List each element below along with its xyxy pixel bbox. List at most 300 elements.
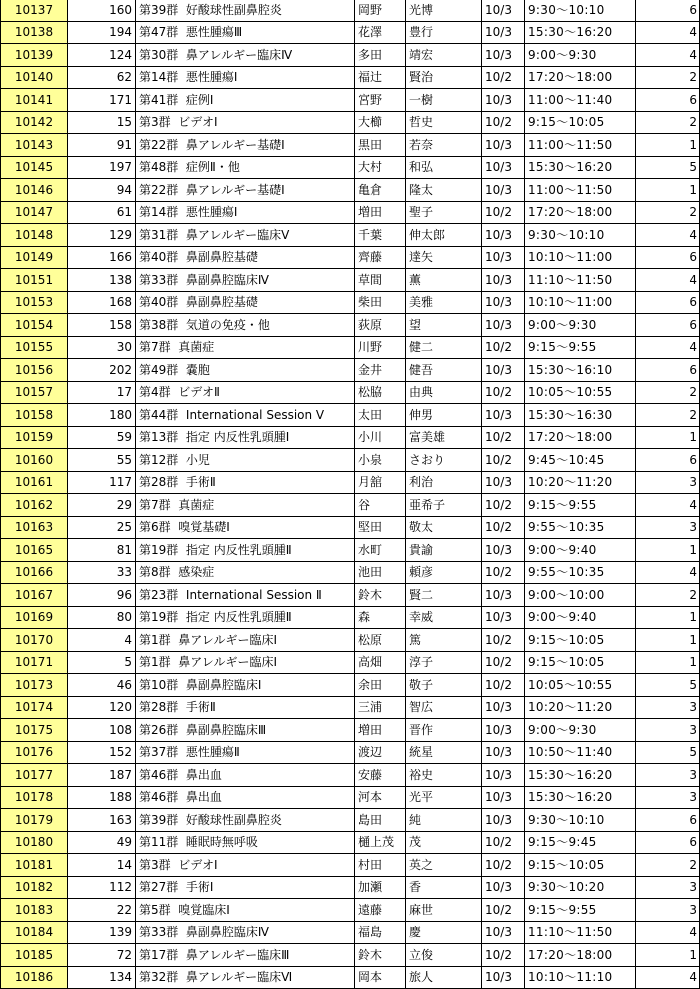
entry-id-cell: 10171 — [1, 651, 68, 674]
session-cell — [136, 44, 355, 67]
entry-id-cell: 10149 — [1, 246, 68, 269]
session-title: 鼻出血 — [185, 767, 222, 782]
first-name-cell: 賢二 — [406, 584, 482, 607]
room-cell: 1 — [636, 426, 700, 449]
table-row — [1, 471, 700, 494]
session-title: 真菌症 — [178, 497, 215, 512]
session-title: 手術Ⅱ — [185, 700, 216, 715]
session-cell — [136, 426, 355, 449]
table-row — [1, 449, 700, 472]
presentation-number-cell: 202 — [68, 359, 136, 382]
time-cell: 9:30〜10:10 — [525, 809, 636, 832]
session-group: 第46群 — [139, 790, 179, 805]
first-name-cell: 英之 — [406, 854, 482, 877]
presentation-number-cell: 14 — [68, 854, 136, 877]
time-cell: 17:20〜18:00 — [525, 66, 636, 89]
room-cell: 4 — [636, 561, 700, 584]
last-name-cell: 増田 — [355, 719, 406, 742]
last-name-cell: 鈴木 — [355, 584, 406, 607]
last-name-cell: 黒田 — [355, 134, 406, 157]
date-cell: 10/3 — [482, 291, 525, 314]
last-name-cell: 渡辺 — [355, 741, 406, 764]
date-cell: 10/2 — [482, 854, 525, 877]
first-name-cell: 敬太 — [406, 516, 482, 539]
presentation-number-cell: 80 — [68, 606, 136, 629]
entry-id-cell: 10156 — [1, 359, 68, 382]
presentation-number-cell: 94 — [68, 179, 136, 202]
session-cell — [136, 741, 355, 764]
date-cell: 10/3 — [482, 246, 525, 269]
time-cell: 9:00〜9:30 — [525, 314, 636, 337]
date-cell: 10/3 — [482, 606, 525, 629]
time-cell: 11:00〜11:40 — [525, 89, 636, 112]
session-group: 第41群 — [139, 92, 179, 107]
time-cell: 9:30〜10:20 — [525, 876, 636, 899]
session-cell — [136, 0, 355, 21]
session-title: 嚢胞 — [185, 362, 210, 377]
first-name-cell: 晋作 — [406, 719, 482, 742]
session-title: 悪性腫瘍Ⅰ — [185, 205, 238, 220]
presentation-number-cell: 91 — [68, 134, 136, 157]
room-cell: 2 — [636, 381, 700, 404]
session-title: 症例Ⅰ — [185, 92, 214, 107]
room-cell: 2 — [636, 201, 700, 224]
date-cell: 10/3 — [482, 966, 525, 989]
last-name-cell: 三浦 — [355, 696, 406, 719]
first-name-cell: 茂 — [406, 831, 482, 854]
session-cell — [136, 876, 355, 899]
session-cell — [136, 944, 355, 967]
entry-id-cell: 10182 — [1, 876, 68, 899]
table-row — [1, 359, 700, 382]
time-cell: 9:00〜9:40 — [525, 606, 636, 629]
date-cell: 10/3 — [482, 44, 525, 67]
presentation-number-cell: 188 — [68, 786, 136, 809]
session-group: 第1群 — [139, 632, 171, 647]
table-row — [1, 764, 700, 787]
session-group: 第33群 — [139, 272, 179, 287]
room-cell: 6 — [636, 831, 700, 854]
room-cell: 6 — [636, 0, 700, 21]
session-title: 真菌症 — [178, 340, 215, 355]
table-row — [1, 629, 700, 652]
last-name-cell: 増田 — [355, 201, 406, 224]
table-body — [1, 0, 700, 989]
session-group: 第49群 — [139, 362, 179, 377]
table-row — [1, 314, 700, 337]
presentation-number-cell: 194 — [68, 21, 136, 44]
presentation-number-cell: 163 — [68, 809, 136, 832]
room-cell: 4 — [636, 966, 700, 989]
time-cell: 9:15〜10:05 — [525, 629, 636, 652]
session-cell — [136, 246, 355, 269]
first-name-cell: 若奈 — [406, 134, 482, 157]
room-cell: 6 — [636, 314, 700, 337]
room-cell: 3 — [636, 696, 700, 719]
session-title: 指定 内反性乳頭腫Ⅰ — [185, 430, 290, 445]
last-name-cell: 島田 — [355, 809, 406, 832]
time-cell: 10:10〜11:10 — [525, 966, 636, 989]
last-name-cell: 樋上茂 — [355, 831, 406, 854]
session-title: 嗅覚臨床Ⅰ — [178, 902, 230, 917]
time-cell: 9:55〜10:35 — [525, 561, 636, 584]
session-title: 感染症 — [178, 565, 215, 580]
table-row — [1, 156, 700, 179]
entry-id-cell: 10186 — [1, 966, 68, 989]
room-cell: 6 — [636, 89, 700, 112]
presentation-number-cell: 139 — [68, 921, 136, 944]
room-cell: 3 — [636, 719, 700, 742]
table-row — [1, 606, 700, 629]
entry-id-cell: 10148 — [1, 224, 68, 247]
presentation-number-cell: 59 — [68, 426, 136, 449]
entry-id-cell: 10161 — [1, 471, 68, 494]
presentation-number-cell: 96 — [68, 584, 136, 607]
room-cell: 1 — [636, 179, 700, 202]
entry-id-cell: 10166 — [1, 561, 68, 584]
session-cell — [136, 651, 355, 674]
session-cell — [136, 66, 355, 89]
last-name-cell: 安藤 — [355, 764, 406, 787]
session-title: 鼻副鼻腔基礎 — [185, 250, 258, 265]
time-cell: 10:05〜10:55 — [525, 381, 636, 404]
last-name-cell: 村田 — [355, 854, 406, 877]
last-name-cell: 齊藤 — [355, 246, 406, 269]
last-name-cell: 千葉 — [355, 224, 406, 247]
session-group: 第11群 — [139, 835, 179, 850]
first-name-cell: 智広 — [406, 696, 482, 719]
first-name-cell: 利治 — [406, 471, 482, 494]
last-name-cell: 柴田 — [355, 291, 406, 314]
presentation-number-cell: 124 — [68, 44, 136, 67]
presentation-number-cell: 81 — [68, 539, 136, 562]
date-cell: 10/2 — [482, 494, 525, 517]
room-cell: 4 — [636, 224, 700, 247]
room-cell: 2 — [636, 584, 700, 607]
session-cell — [136, 156, 355, 179]
date-cell: 10/3 — [482, 224, 525, 247]
session-group: 第40群 — [139, 250, 179, 265]
presentation-number-cell: 120 — [68, 696, 136, 719]
session-title: 鼻副鼻腔臨床Ⅲ — [185, 722, 267, 737]
session-group: 第6群 — [139, 520, 171, 535]
first-name-cell: 旅人 — [406, 966, 482, 989]
presentation-number-cell: 55 — [68, 449, 136, 472]
table-row — [1, 944, 700, 967]
time-cell: 9:15〜9:55 — [525, 494, 636, 517]
session-group: 第28群 — [139, 700, 179, 715]
time-cell: 15:30〜16:20 — [525, 156, 636, 179]
date-cell: 10/3 — [482, 134, 525, 157]
date-cell: 10/2 — [482, 336, 525, 359]
date-cell: 10/3 — [482, 314, 525, 337]
table-row — [1, 336, 700, 359]
table-row — [1, 201, 700, 224]
presentation-number-cell: 152 — [68, 741, 136, 764]
date-cell: 10/3 — [482, 89, 525, 112]
session-cell — [136, 899, 355, 922]
session-title: 悪性腫瘍Ⅱ — [185, 745, 240, 760]
table-row — [1, 831, 700, 854]
time-cell: 15:30〜16:30 — [525, 404, 636, 427]
session-title: 鼻副鼻腔臨床Ⅳ — [185, 925, 269, 940]
first-name-cell: 聖子 — [406, 201, 482, 224]
session-title: 鼻アレルギー臨床Ⅳ — [185, 47, 293, 62]
entry-id-cell: 10167 — [1, 584, 68, 607]
session-group: 第22群 — [139, 182, 179, 197]
entry-id-cell: 10159 — [1, 426, 68, 449]
session-title: ビデオⅠ — [178, 857, 218, 872]
table-row — [1, 674, 700, 697]
table-row — [1, 381, 700, 404]
session-title: 手術Ⅱ — [185, 475, 216, 490]
room-cell: 3 — [636, 899, 700, 922]
entry-id-cell: 10170 — [1, 629, 68, 652]
last-name-cell: 松原 — [355, 629, 406, 652]
presentation-number-cell: 46 — [68, 674, 136, 697]
time-cell: 9:15〜10:05 — [525, 651, 636, 674]
session-cell — [136, 471, 355, 494]
room-cell: 3 — [636, 516, 700, 539]
session-cell — [136, 336, 355, 359]
table-row — [1, 89, 700, 112]
time-cell: 11:10〜11:50 — [525, 269, 636, 292]
room-cell: 6 — [636, 449, 700, 472]
session-group: 第39群 — [139, 2, 179, 17]
entry-id-cell: 10137 — [1, 0, 68, 21]
entry-id-cell: 10181 — [1, 854, 68, 877]
entry-id-cell: 10173 — [1, 674, 68, 697]
table-row — [1, 291, 700, 314]
first-name-cell: 望 — [406, 314, 482, 337]
session-cell — [136, 179, 355, 202]
time-cell: 15:30〜16:20 — [525, 764, 636, 787]
session-group: 第1群 — [139, 655, 171, 670]
session-title: 症例Ⅱ・他 — [185, 160, 240, 175]
entry-id-cell: 10174 — [1, 696, 68, 719]
first-name-cell: 篤 — [406, 629, 482, 652]
session-group: 第27群 — [139, 880, 179, 895]
session-cell — [136, 696, 355, 719]
presentation-number-cell: 171 — [68, 89, 136, 112]
session-title: ビデオⅡ — [178, 385, 220, 400]
table-row — [1, 111, 700, 134]
last-name-cell: 大櫛 — [355, 111, 406, 134]
date-cell: 10/3 — [482, 21, 525, 44]
session-cell — [136, 269, 355, 292]
session-title: 睡眠時無呼吸 — [185, 835, 258, 850]
date-cell: 10/2 — [482, 66, 525, 89]
session-title: 悪性腫瘍Ⅰ — [185, 70, 238, 85]
time-cell: 17:20〜18:00 — [525, 201, 636, 224]
room-cell: 2 — [636, 404, 700, 427]
first-name-cell: 立俊 — [406, 944, 482, 967]
table-row — [1, 494, 700, 517]
entry-id-cell: 10153 — [1, 291, 68, 314]
date-cell: 10/2 — [482, 561, 525, 584]
table-row — [1, 269, 700, 292]
first-name-cell: 光博 — [406, 0, 482, 21]
table-row — [1, 854, 700, 877]
date-cell: 10/2 — [482, 944, 525, 967]
last-name-cell: 岡野 — [355, 0, 406, 21]
last-name-cell: 花澤 — [355, 21, 406, 44]
table-row — [1, 741, 700, 764]
last-name-cell: 大村 — [355, 156, 406, 179]
session-title: 鼻アレルギー基礎Ⅰ — [185, 182, 285, 197]
table-row — [1, 516, 700, 539]
presentation-number-cell: 49 — [68, 831, 136, 854]
time-cell: 9:15〜9:55 — [525, 336, 636, 359]
session-title: ビデオⅠ — [178, 115, 218, 130]
first-name-cell: 薫 — [406, 269, 482, 292]
first-name-cell: 頼彦 — [406, 561, 482, 584]
presentation-number-cell: 29 — [68, 494, 136, 517]
date-cell: 10/2 — [482, 426, 525, 449]
table-row — [1, 0, 700, 21]
table-row — [1, 224, 700, 247]
session-group: 第46群 — [139, 767, 179, 782]
session-title: 手術Ⅰ — [185, 880, 214, 895]
presentation-number-cell: 138 — [68, 269, 136, 292]
session-title: 好酸球性副鼻腔炎 — [185, 812, 282, 827]
table-row — [1, 921, 700, 944]
session-title: 嗅覚基礎Ⅰ — [178, 520, 230, 535]
time-cell: 9:45〜10:45 — [525, 449, 636, 472]
first-name-cell: 香 — [406, 876, 482, 899]
date-cell: 10/2 — [482, 629, 525, 652]
table-row — [1, 246, 700, 269]
first-name-cell: 慶 — [406, 921, 482, 944]
session-group: 第32群 — [139, 970, 179, 985]
session-cell — [136, 719, 355, 742]
session-cell — [136, 629, 355, 652]
first-name-cell: 靖宏 — [406, 44, 482, 67]
session-cell — [136, 584, 355, 607]
last-name-cell: 加瀬 — [355, 876, 406, 899]
time-cell: 9:15〜10:05 — [525, 854, 636, 877]
first-name-cell: 伸男 — [406, 404, 482, 427]
room-cell: 6 — [636, 246, 700, 269]
first-name-cell: さおり — [406, 449, 482, 472]
time-cell: 17:20〜18:00 — [525, 426, 636, 449]
first-name-cell: 哲史 — [406, 111, 482, 134]
last-name-cell: 多田 — [355, 44, 406, 67]
first-name-cell: 豊行 — [406, 21, 482, 44]
table-row — [1, 966, 700, 989]
presentation-number-cell: 108 — [68, 719, 136, 742]
session-group: 第39群 — [139, 812, 179, 827]
first-name-cell: 隆太 — [406, 179, 482, 202]
entry-id-cell: 10165 — [1, 539, 68, 562]
time-cell: 15:30〜16:20 — [525, 21, 636, 44]
last-name-cell: 太田 — [355, 404, 406, 427]
session-cell — [136, 674, 355, 697]
last-name-cell: 荻原 — [355, 314, 406, 337]
first-name-cell: 幸威 — [406, 606, 482, 629]
session-title: 悪性腫瘍Ⅲ — [185, 25, 243, 40]
table-row — [1, 561, 700, 584]
first-name-cell: 健二 — [406, 336, 482, 359]
first-name-cell: 貴諭 — [406, 539, 482, 562]
last-name-cell: 金井 — [355, 359, 406, 382]
time-cell: 9:30〜10:10 — [525, 224, 636, 247]
presentation-number-cell: 197 — [68, 156, 136, 179]
time-cell: 10:10〜11:00 — [525, 291, 636, 314]
date-cell: 10/3 — [482, 179, 525, 202]
time-cell: 9:00〜10:00 — [525, 584, 636, 607]
presentation-number-cell: 112 — [68, 876, 136, 899]
date-cell: 10/3 — [482, 584, 525, 607]
date-cell: 10/3 — [482, 696, 525, 719]
session-group: 第40群 — [139, 295, 179, 310]
first-name-cell: 純 — [406, 809, 482, 832]
session-cell — [136, 404, 355, 427]
time-cell: 9:30〜10:10 — [525, 0, 636, 21]
entry-id-cell: 10155 — [1, 336, 68, 359]
session-cell — [136, 921, 355, 944]
time-cell: 17:20〜18:00 — [525, 944, 636, 967]
date-cell: 10/3 — [482, 0, 525, 21]
first-name-cell: 統星 — [406, 741, 482, 764]
table-row — [1, 651, 700, 674]
session-group: 第4群 — [139, 385, 171, 400]
room-cell: 1 — [636, 134, 700, 157]
session-cell — [136, 561, 355, 584]
entry-id-cell: 10139 — [1, 44, 68, 67]
session-group: 第13群 — [139, 430, 179, 445]
last-name-cell: 池田 — [355, 561, 406, 584]
session-title: International Session Ⅴ — [185, 407, 325, 422]
session-cell — [136, 224, 355, 247]
time-cell: 9:00〜9:30 — [525, 719, 636, 742]
presentation-number-cell: 5 — [68, 651, 136, 674]
first-name-cell: 達矢 — [406, 246, 482, 269]
session-cell — [136, 89, 355, 112]
presentation-number-cell: 158 — [68, 314, 136, 337]
session-cell — [136, 516, 355, 539]
last-name-cell: 森 — [355, 606, 406, 629]
session-group: 第48群 — [139, 160, 179, 175]
session-group: 第5群 — [139, 902, 171, 917]
session-group: 第7群 — [139, 497, 171, 512]
presentation-number-cell: 33 — [68, 561, 136, 584]
time-cell: 15:30〜16:20 — [525, 786, 636, 809]
session-title: 鼻出血 — [185, 790, 222, 805]
presentation-number-cell: 4 — [68, 629, 136, 652]
time-cell: 9:15〜9:45 — [525, 831, 636, 854]
date-cell: 10/3 — [482, 539, 525, 562]
date-cell: 10/2 — [482, 516, 525, 539]
last-name-cell: 水町 — [355, 539, 406, 562]
date-cell: 10/2 — [482, 831, 525, 854]
table-row — [1, 786, 700, 809]
room-cell: 4 — [636, 44, 700, 67]
first-name-cell: 和弘 — [406, 156, 482, 179]
session-cell — [136, 21, 355, 44]
session-title: 指定 内反性乳頭腫Ⅱ — [185, 610, 292, 625]
first-name-cell: 健吾 — [406, 359, 482, 382]
session-cell — [136, 111, 355, 134]
date-cell: 10/2 — [482, 651, 525, 674]
session-cell — [136, 291, 355, 314]
presentation-number-cell: 62 — [68, 66, 136, 89]
last-name-cell: 遠藤 — [355, 899, 406, 922]
presentation-number-cell: 160 — [68, 0, 136, 21]
entry-id-cell: 10178 — [1, 786, 68, 809]
presentation-number-cell: 15 — [68, 111, 136, 134]
session-group: 第30群 — [139, 47, 179, 62]
